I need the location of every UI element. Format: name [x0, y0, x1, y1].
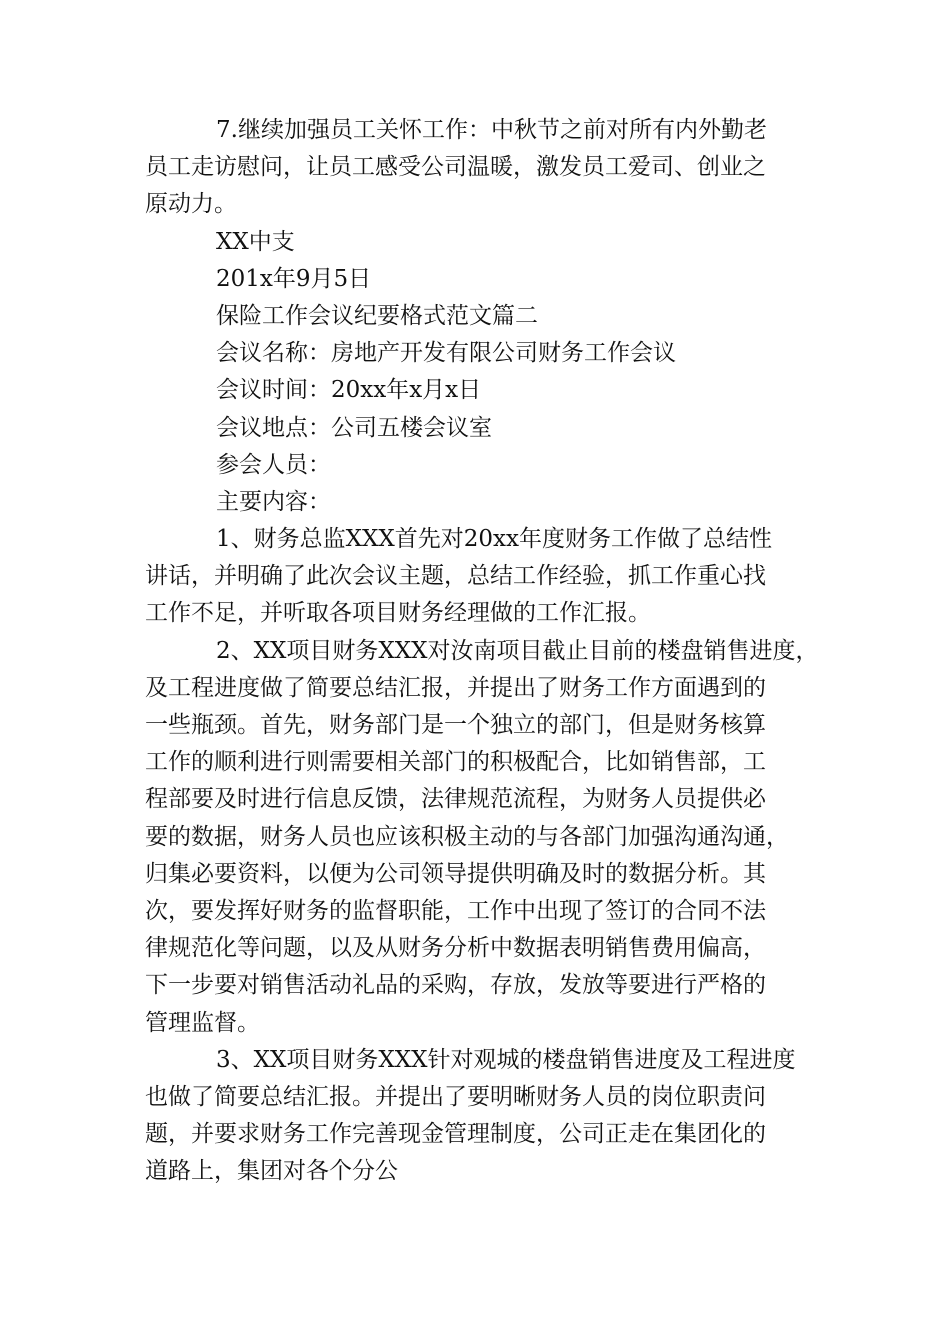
text-line: 主要内容：	[216, 488, 331, 515]
text-line: 一些瓶颈。首先，财务部门是一个独立的部门，但是财务核算	[145, 712, 766, 738]
text-line: 律规范化等问题，以及从财务分析中数据表明销售费用偏高，	[145, 935, 766, 962]
text-line: 次，要发挥好财务的监督职能，工作中出现了签订的合同不法	[145, 897, 766, 924]
text-line: 工作的顺利进行则需要相关部门的积极配合，比如销售部，工	[145, 749, 766, 776]
text-line: 保险工作会议纪要格式范文篇二	[216, 302, 538, 329]
text-line: 管理监督。	[145, 1009, 260, 1036]
text-line: 归集必要资料，以便为公司领导提供明确及时的数据分析。其	[145, 860, 766, 887]
text-line: 也做了简要总结汇报。并提出了要明晰财务人员的岗位职责问	[145, 1083, 766, 1110]
text-line: 道路上，集团对各个分公	[145, 1158, 398, 1185]
text-line: 3、XX项目财务XXX针对观城的楼盘销售进度及工程进度	[216, 1046, 796, 1073]
text-line: 1、财务总监XXX首先对20xx年度财务工作做了总结性	[216, 526, 772, 553]
text-line: 会议时间：20xx年x月x日	[216, 377, 482, 404]
text-line: 员工走访慰问，让员工感受公司温暖，激发员工爱司、创业之	[145, 154, 766, 181]
text-line: 及工程进度做了简要总结汇报，并提出了财务工作方面遇到的	[145, 674, 766, 701]
text-line: 会议名称：房地产开发有限公司财务工作会议	[216, 340, 676, 367]
text-line: 程部要及时进行信息反馈，法律规范流程，为财务人员提供必	[145, 786, 766, 813]
text-line: 工作不足，并听取各项目财务经理做的工作汇报。	[145, 600, 651, 627]
text-line: 7.继续加强员工关怀工作：中秋节之前对所有内外勤老	[216, 117, 767, 143]
text-line: XX中支	[216, 228, 295, 255]
text-line: 要的数据，财务人员也应该积极主动的与各部门加强沟通沟通，	[145, 823, 789, 850]
text-line: 讲话，并明确了此次会议主题，总结工作经验，抓工作重心找	[145, 563, 766, 590]
text-line: 下一步要对销售活动礼品的采购，存放，发放等要进行严格的	[145, 972, 766, 999]
text-line: 原动力。	[145, 191, 237, 218]
text-line: 题，并要求财务工作完善现金管理制度，公司正走在集团化的	[145, 1121, 766, 1148]
text-line: 2、XX项目财务XXX对汝南项目截止目前的楼盘销售进度，	[216, 637, 819, 664]
text-line: 参会人员：	[216, 451, 331, 478]
text-line: 201x年9月5日	[216, 265, 372, 292]
text-line: 会议地点：公司五楼会议室	[216, 414, 492, 441]
document-page	[145, 112, 825, 1190]
